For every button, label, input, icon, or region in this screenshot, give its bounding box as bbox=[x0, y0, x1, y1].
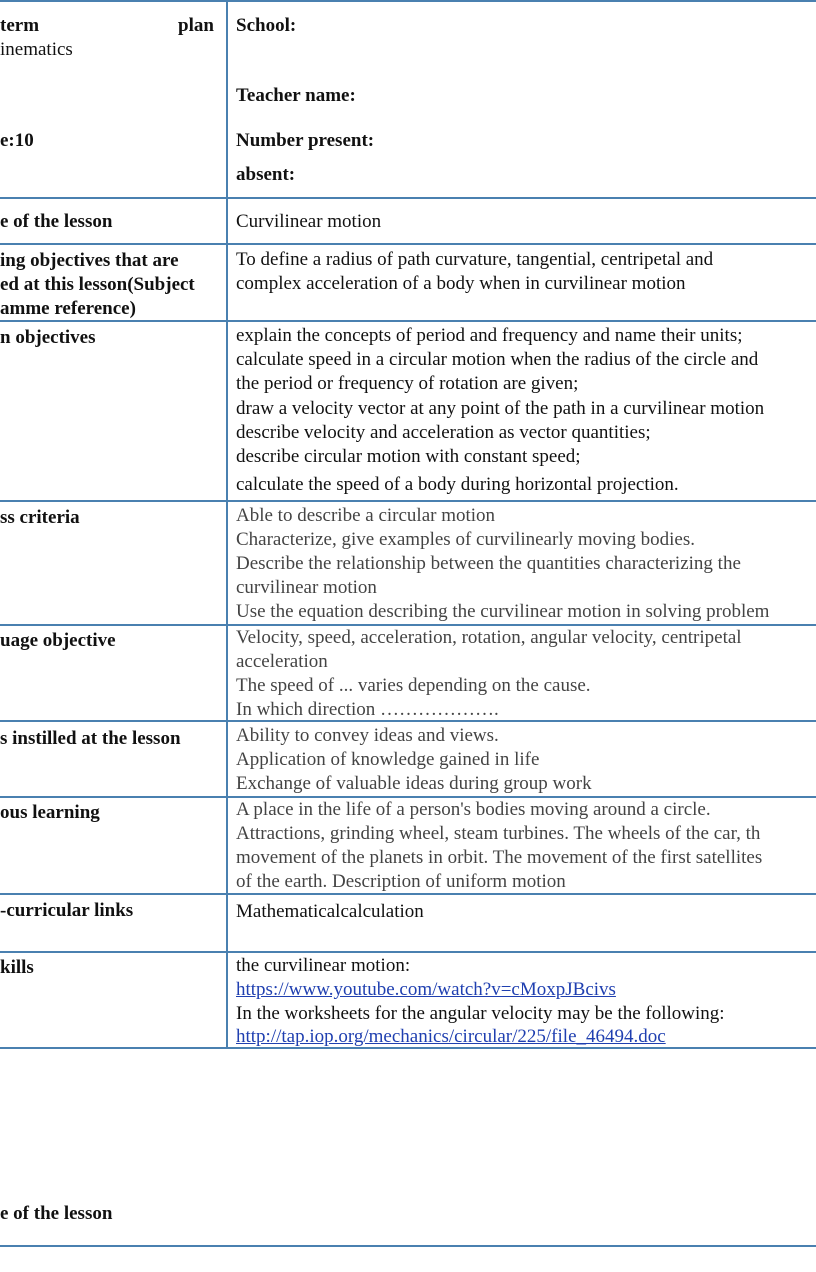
assessment-criteria-item: Describe the relationship between the quantities characterizing the bbox=[236, 553, 741, 574]
lesson-objective-item: describe velocity and acceleration as vector quantities; bbox=[236, 422, 651, 443]
lesson-objective-item: calculate speed in a circular motion when the radius of the circle and bbox=[236, 349, 759, 370]
learning-objectives-label: ed at this lesson(Subject bbox=[0, 274, 195, 295]
header-term: term bbox=[0, 15, 40, 36]
previous-learning-item: Attractions, grinding wheel, steam turbines. The wheels of the car, th bbox=[236, 823, 761, 844]
assessment-criteria-item: Use the equation describing the curvilinear motion in solving problem bbox=[236, 601, 770, 622]
learning-objectives-label: amme reference) bbox=[0, 298, 136, 319]
row-divider bbox=[0, 197, 816, 199]
ict-skills-text: the curvilinear motion: bbox=[236, 955, 411, 976]
previous-learning-label: ous learning bbox=[0, 802, 100, 823]
values-item: Exchange of valuable ideas during group work bbox=[236, 773, 592, 794]
values-item: Ability to convey ideas and views. bbox=[236, 725, 499, 746]
language-objective-item: The speed of ... varies depending on the cause. bbox=[236, 675, 591, 696]
worksheet-link[interactable]: http://tap.iop.org/mechanics/circular/225/file_46494.doc bbox=[236, 1026, 666, 1047]
lesson-objective-item: draw a velocity vector at any point of the path in a curvilinear motion bbox=[236, 398, 765, 419]
lesson-objective-item: describe circular motion with constant speed; bbox=[236, 446, 581, 467]
learning-objectives-value: complex acceleration of a body when in curvilinear motion bbox=[236, 273, 686, 294]
table-border-top bbox=[0, 0, 816, 2]
language-objective-item: acceleration bbox=[236, 651, 328, 672]
number-present-label: Number present: bbox=[236, 130, 375, 151]
language-objective-item: Velocity, speed, acceleration, rotation, angular velocity, centripetal bbox=[236, 627, 742, 648]
teacher-label: Teacher name: bbox=[236, 85, 356, 106]
learning-objectives-label: ing objectives that are bbox=[0, 250, 179, 271]
previous-learning-item: A place in the life of a person's bodies moving around a circle. bbox=[236, 799, 711, 820]
bottom-heading: e of the lesson bbox=[0, 1203, 113, 1224]
values-label: s instilled at the lesson bbox=[0, 728, 181, 749]
assessment-criteria-item: Characterize, give examples of curvilinearly moving bodies. bbox=[236, 529, 696, 550]
assessment-criteria-label: ss criteria bbox=[0, 507, 80, 528]
cross-curricular-label: -curricular links bbox=[0, 900, 134, 921]
lesson-objectives-label: n objectives bbox=[0, 327, 96, 348]
title-label: e of the lesson bbox=[0, 211, 113, 232]
header-plan: plan bbox=[178, 15, 214, 36]
assessment-criteria-item: curvilinear motion bbox=[236, 577, 377, 598]
school-label: School: bbox=[236, 15, 297, 36]
learning-objectives-value: To define a radius of path curvature, tangential, centripetal and bbox=[236, 249, 714, 270]
ict-skills-text: In the worksheets for the angular velocity may be the following: bbox=[236, 1003, 725, 1024]
header-subject: inematics bbox=[0, 39, 73, 60]
lesson-objective-item: explain the concepts of period and frequency and name their units; bbox=[236, 325, 743, 346]
assessment-criteria-item: Able to describe a circular motion bbox=[236, 505, 496, 526]
values-item: Application of knowledge gained in life bbox=[236, 749, 540, 770]
lesson-objective-item: the period or frequency of rotation are given; bbox=[236, 373, 579, 394]
row-divider bbox=[0, 951, 816, 953]
lesson-objective-item: calculate the speed of a body during horizontal projection. bbox=[236, 474, 679, 495]
language-objective-item: In which direction ………………. bbox=[236, 699, 499, 720]
youtube-link[interactable]: https://www.youtube.com/watch?v=cMoxpJBcivs bbox=[236, 979, 616, 1000]
cross-curricular-value: Mathematicalcalculation bbox=[236, 901, 424, 922]
language-objective-label: uage objective bbox=[0, 630, 116, 651]
absent-label: absent: bbox=[236, 164, 296, 185]
title-value: Curvilinear motion bbox=[236, 211, 382, 232]
column-divider bbox=[226, 0, 228, 1049]
row-divider bbox=[0, 243, 816, 245]
previous-learning-item: of the earth. Description of uniform motion bbox=[236, 871, 566, 892]
previous-learning-item: movement of the planets in orbit. The movement of the first satellites bbox=[236, 847, 763, 868]
row-divider bbox=[0, 500, 816, 502]
ict-skills-label: kills bbox=[0, 957, 34, 978]
bottom-rule bbox=[0, 1245, 816, 1247]
header-grade: e:10 bbox=[0, 130, 34, 151]
